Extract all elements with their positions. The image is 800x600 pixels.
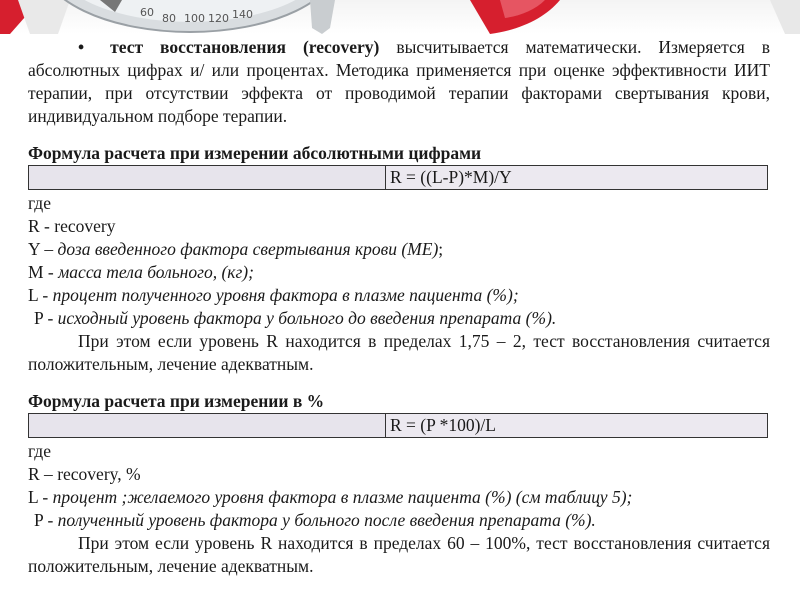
gauge-tick: 100 (184, 12, 205, 25)
definition-line: L - процент полученного уровня фактора в плазме пациента (%); (28, 285, 519, 305)
gauge-tick: 80 (162, 12, 176, 25)
section1-formula-table (28, 165, 768, 190)
section1-where: где (28, 193, 51, 213)
document-body (28, 36, 770, 578)
blood-pressure-gauge-image (0, 0, 800, 34)
definition-line: M - масса тела больного, (кг); (28, 262, 254, 282)
bullet-icon: • (78, 37, 85, 57)
definition-line: Y – доза введенного фактора свертывания крови (МЕ); (28, 239, 444, 259)
intro-term: тест восстановления (recovery) (110, 37, 380, 57)
definition-line: R – recovery, % (28, 464, 141, 484)
section2-where: где (28, 441, 51, 461)
header-banner (0, 0, 800, 34)
definition-line: P - полученный уровень фактора у больного после введения препарата (%). (34, 510, 596, 530)
formula-blank-cell (29, 166, 386, 190)
definition-line: P - исходный уровень фактора у больного до введения препарата (%). (34, 308, 557, 328)
definition-line: R - recovery (28, 216, 116, 236)
section2-formula: R = (P *100)/L (386, 414, 768, 438)
formula-blank-cell (29, 414, 386, 438)
section1-formula: R = ((L-P)*M)/Y (386, 166, 768, 190)
gauge-tick: 120 (208, 12, 229, 25)
section2-title: Формула расчета при измерении в % (28, 391, 325, 411)
section2-formula-table (28, 413, 768, 438)
gauge-tick: 60 (140, 6, 154, 19)
definition-line: L - процент ;желаемого уровня фактора в плазме пациента (%) (см таблицу 5); (28, 487, 633, 507)
section1-conclusion: При этом если уровень R находится в пределах 1,75 – 2, тест восстановления считается положительным, лечение адекватным. (28, 331, 770, 374)
intro-paragraph (28, 36, 770, 128)
intro-text: высчитывается математически. Измеряется в абсолютных цифрах и/ или процентах. Методика применяется при оценке эффективности ИИТ терапии, при отсутствии эффекта от проводимой терапии факторами свертывания крови, индивидуальном подборе терапии. (28, 37, 770, 126)
gauge-tick: 140 (232, 8, 253, 21)
section1-title: Формула расчета при измерении абсолютными цифрами (28, 143, 482, 163)
section2-conclusion: При этом если уровень R находится в пределах 60 – 100%, тест восстановления считается положительным, лечение адекватным. (28, 533, 770, 576)
